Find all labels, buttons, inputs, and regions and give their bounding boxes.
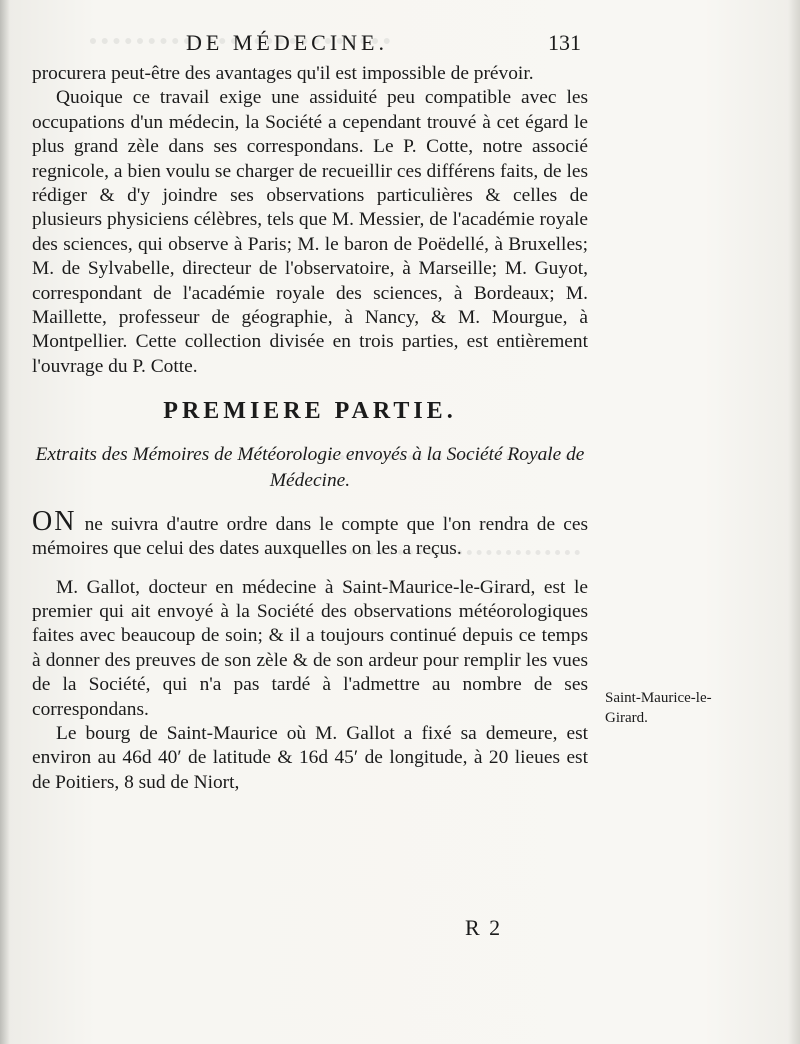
section-subtitle: Extraits des Mémoires de Météorologie envoyés à la Société Royale de Médecine. (35, 443, 585, 491)
page-number: 131 (548, 30, 581, 55)
section-heading: PREMIERE PARTIE. (163, 398, 457, 425)
running-head: DE MÉDECINE. (186, 30, 388, 55)
paragraph-cotte: Quoique ce travail exige une assiduité peu compatible avec les occupations d'un médecin, la Société a cependant trouvé à cet égard le plus grand zèle dans ses correspondans. Le P. Cotte, notre associé regnicole, a bien voulu se charger de recueillir ces différens faits, de les rédiger & d'y joindre ses observations particulières & celles de plusieurs physiciens célèbres, tels que M. Messier, de l'académie royale des sciences, qui observe à Paris; M. le baron de Poëdellé, à Bruxelles; M. de Sylvabelle, directeur de l'observatoire, à Marseille; M. Guyot, correspondant de l'académie royale des sciences, à Bordeaux; M. Maillette, professeur de géographie, à Nancy, & M. Mourgue, à Montpellier. Cette collection divisée en trois parties, est entièrement l'ouvrage du P. Cotte. (32, 87, 588, 377)
paragraph-gallot: M. Gallot, docteur en médecine à Saint-Maurice-le-Girard, est le premier qui ait envoyé à la Société des observations météorologiques faites avec beaucoup de soin; & il a toujours continué depuis ce temps à donner des preuves de son zèle & de son ardeur pour remplir les vues de la Société, qui n'a pas tardé à l'admettre au nombre de ses correspondans. (32, 576, 588, 720)
paragraph-saint-maurice: Le bourg de Saint-Maurice où M. Gallot a fixé sa demeure, est environ au 46d 40′ de latitude & 16d 45′ de longitude, à 20 lieues est de Poitiers, 8 sud de Niort, (32, 722, 588, 793)
gutter-shadow (0, 0, 10, 1044)
paragraph-order-text: ne suivra d'autre ordre dans le compte que l'on rendra de ces mémoires que celui des dates auxquelles on les a reçus. (32, 513, 588, 560)
paragraph-order (32, 505, 588, 562)
initial-letters: ON (32, 505, 77, 537)
signature-mark: R 2 (465, 915, 503, 940)
margin-note: Saint-Maurice-le-Girard. (605, 690, 712, 726)
page-edge (788, 0, 800, 1044)
paragraph-continued: procurera peut-être des avantages qu'il est impossible de prévoir. (32, 63, 534, 84)
main-text (32, 62, 588, 795)
